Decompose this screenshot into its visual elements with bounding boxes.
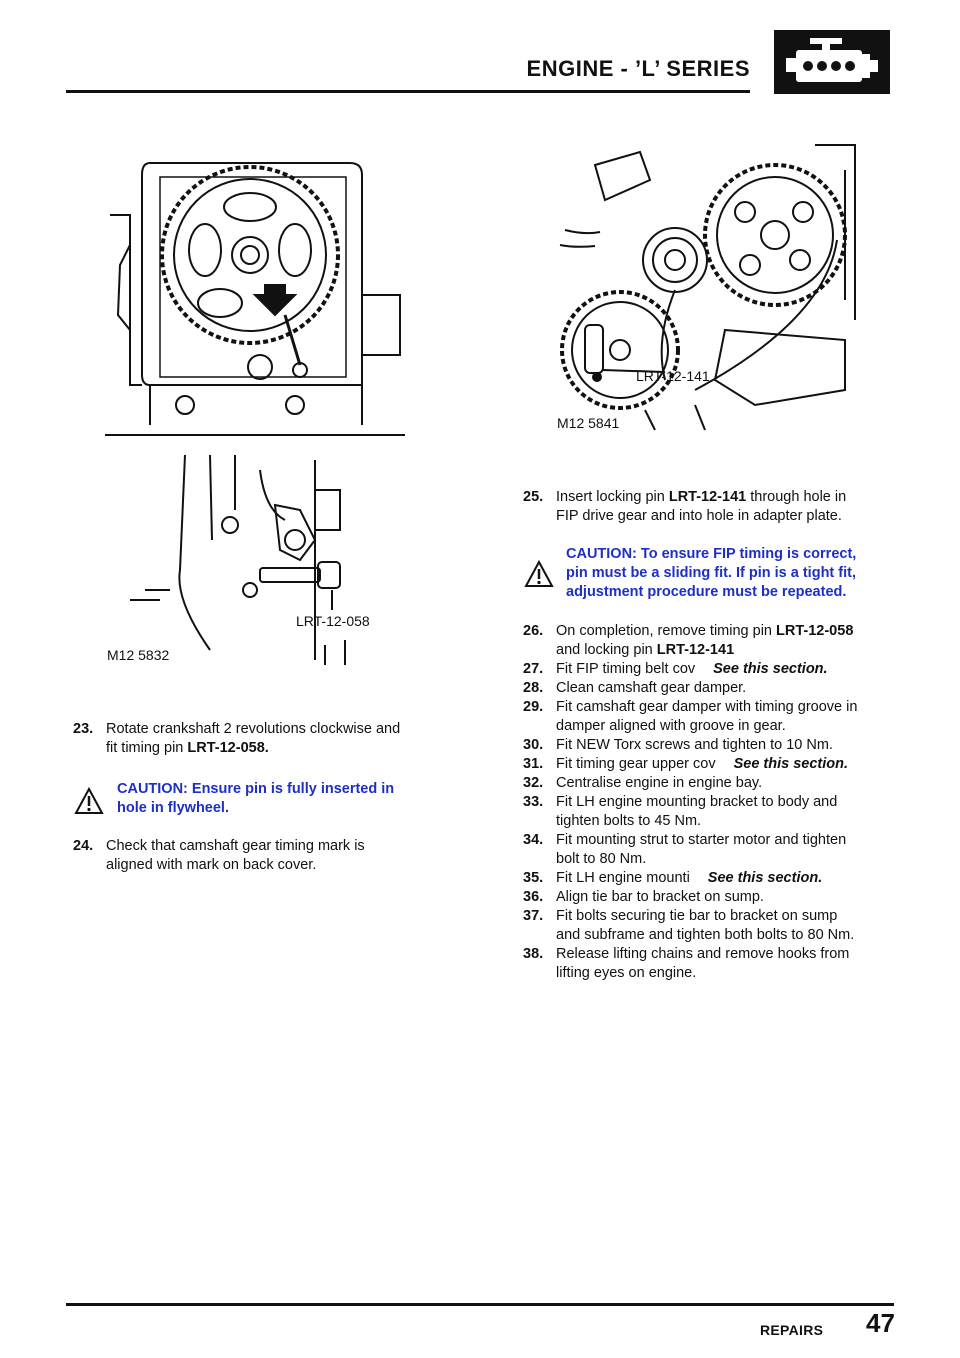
figure-caption-left: M12 5832 bbox=[107, 647, 170, 663]
figure-fip-drive-gear bbox=[545, 140, 875, 440]
warning-triangle-icon bbox=[524, 560, 554, 593]
header-rule bbox=[66, 90, 750, 93]
footer-section-label: REPAIRS bbox=[760, 1322, 824, 1338]
page-number: 47 bbox=[866, 1308, 895, 1338]
engine-icon bbox=[774, 30, 890, 94]
figure-tool-label-right: LRT-12-141 bbox=[636, 368, 710, 384]
figure-flywheel-timing-pin bbox=[100, 450, 400, 670]
caution-flywheel-pin: CAUTION: Ensure pin is fully inserted in hole in flywheel. bbox=[117, 781, 395, 816]
page-header-title: ENGINE - ’L’ SERIES bbox=[526, 56, 750, 81]
figure-tool-label-left: LRT-12-058 bbox=[296, 613, 370, 629]
caution-fip-timing: CAUTION: To ensure FIP timing is correct, pin must be a sliding fit. If pin is a tight fit, adjustment procedure must be repeated. bbox=[566, 546, 857, 600]
warning-triangle-icon bbox=[74, 787, 104, 820]
footer-rule bbox=[66, 1303, 894, 1306]
figure-timing-gear-cover bbox=[100, 155, 420, 445]
figure-caption-right: M12 5841 bbox=[557, 415, 620, 431]
